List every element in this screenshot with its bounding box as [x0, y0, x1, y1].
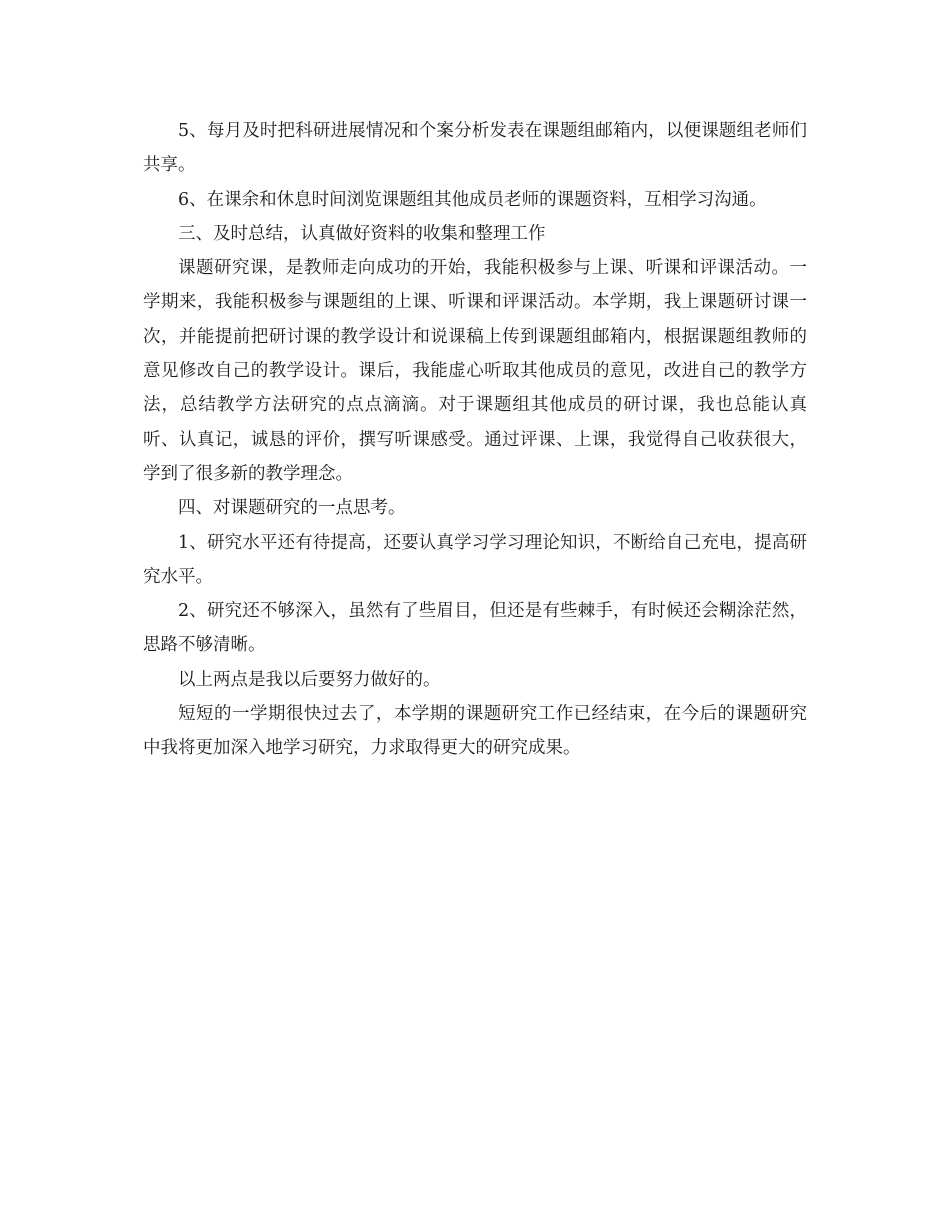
paragraph-item-6: 6、在课余和休息时间浏览课题组其他成员老师的课题资料，互相学习沟通。: [178, 189, 767, 210]
paragraph-research-lessons: 课题研究课，是教师走向成功的开始，我能积极参与上课、听课和评课活动。一学期来，我能积极参与课题组的上课、听课和评课活动。本学期，我上课题研讨课一次，并能提前把研讨课的教学设计和说课稿上传到课题组邮箱内，根据课题组教师的意见修改自己的教学设计。课后，我能虚心听取其他成员的意见，改进自己的教学方法，总结教学方法研究的点点滴滴。对于课题组其他成员的研讨课，我也总能认真听、认真记，诚恳的评价，撰写听课感受。通过评课、上课，我觉得自己收获很大，学到了很多新的教学理念。: [143, 258, 807, 484]
section-heading-4: 四、对课题研究的一点思考。: [178, 498, 406, 519]
paragraph-item-5: 5、每月及时把科研进展情况和个案分析发表在课题组邮箱内，以便课题组老师们共享。: [143, 121, 807, 176]
paragraph-closing: 短短的一学期很快过去了，本学期的课题研究工作已经结束，在今后的课题研究中我将更加深入地学习研究，力求取得更大的研究成果。: [143, 704, 807, 759]
paragraph-reflection-2: 2、研究还不够深入，虽然有了些眉目，但还是有些棘手，有时候还会糊涂茫然，思路不够清晰。: [143, 601, 807, 656]
document-body: [143, 114, 807, 766]
paragraph-reflection-1: 1、研究水平还有待提高，还要认真学习学习理论知识，不断给自己充电，提高研究水平。: [143, 532, 807, 587]
paragraph-summary: 以上两点是我以后要努力做好的。: [178, 669, 441, 690]
section-heading-3: 三、及时总结，认真做好资料的收集和整理工作: [178, 223, 546, 244]
